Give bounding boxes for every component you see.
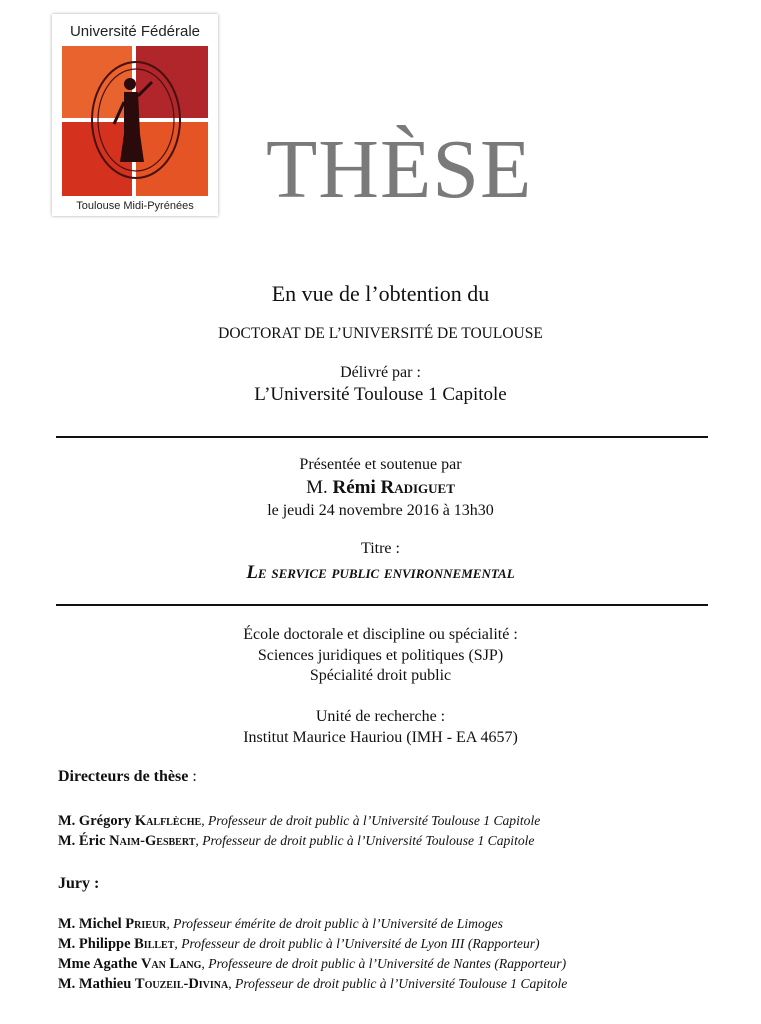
person-name: M. Michel [58, 916, 122, 932]
jury-row [58, 976, 567, 993]
ecole-line2: Spécialité droit public [309, 667, 452, 684]
presentee-label: Présentée et soutenue par [299, 456, 462, 473]
thesis-title-le: e [257, 562, 267, 583]
titre-label: Titre : [361, 540, 400, 557]
jury-row [58, 956, 566, 973]
directeur-row [58, 833, 534, 850]
thesis-title-rest: service public environnemental [266, 562, 515, 583]
directeurs-heading [58, 768, 197, 786]
person-role: , Professeur de droit public à l’Université Toulouse 1 Capitole [228, 976, 568, 991]
jury-row [58, 916, 503, 933]
person-last-name: Touzeil-Divina [134, 976, 229, 992]
ecole-label: École doctorale et discipline ou spécialité : [243, 626, 518, 643]
candidate-prefix: M. [306, 477, 328, 498]
person-role: , Professeure de droit public à l’Université de Nantes (Rapporteur) [201, 956, 567, 971]
unite-label: Unité de recherche : [315, 708, 446, 725]
person-name: M. Mathieu [58, 976, 132, 992]
person-last-name: Prieur [125, 916, 167, 932]
person-role: , Professeur de droit public à l’Université Toulouse 1 Capitole [201, 813, 541, 828]
directeur-row [58, 813, 540, 830]
divider-bottom [56, 604, 708, 606]
unite-value: Institut Maurice Hauriou (IMH - EA 4657) [243, 729, 518, 746]
logo-emblem-icon [60, 44, 210, 200]
universite-line: L’Université Toulouse 1 Capitole [254, 384, 507, 405]
jury-heading: Jury : [58, 875, 100, 892]
person-name: M. Philippe [58, 936, 131, 952]
person-name: M. Grégory [58, 813, 132, 829]
person-role: , Professeur de droit public à l’Université de Lyon III (Rapporteur) [174, 936, 540, 951]
directeurs-colon: : [188, 768, 197, 785]
delivre-par-label: Délivré par : [340, 364, 421, 381]
ecole-line1: Sciences juridiques et politiques (SJP) [257, 647, 504, 664]
person-role: , Professeur émérite de droit public à l’Université de Limoges [166, 916, 503, 931]
page-title: THÈSE [266, 123, 533, 216]
defense-date: le jeudi 24 novembre 2016 à 13h30 [267, 502, 494, 519]
directeurs-label: Directeurs de thèse [58, 768, 189, 785]
person-last-name: Van Lang [140, 956, 202, 972]
candidate-name [0, 477, 761, 499]
person-name: M. Éric [58, 833, 106, 849]
person-last-name: Naim-Gesbert [109, 833, 196, 849]
doctorat-line: DOCTORAT DE L’UNIVERSITÉ DE TOULOUSE [218, 325, 543, 342]
university-logo [52, 14, 218, 216]
logo-top-text: Université Fédérale [69, 23, 201, 40]
person-last-name: Billet [134, 936, 175, 952]
jury-row [58, 936, 540, 953]
logo-bottom-text: Toulouse Midi-Pyrénées [76, 200, 194, 212]
candidate-last-name: Radiguet [380, 477, 455, 498]
thesis-title-initial: L [246, 562, 258, 583]
person-role: , Professeur de droit public à l’Université Toulouse 1 Capitole [195, 833, 535, 848]
candidate-first-name: Rémi [332, 477, 376, 498]
person-last-name: Kalflèche [134, 813, 202, 829]
divider-top [56, 436, 708, 438]
obtention-line: En vue de l’obtention du [271, 281, 490, 306]
thesis-title [0, 562, 761, 584]
person-name: Mme Agathe [58, 956, 138, 972]
